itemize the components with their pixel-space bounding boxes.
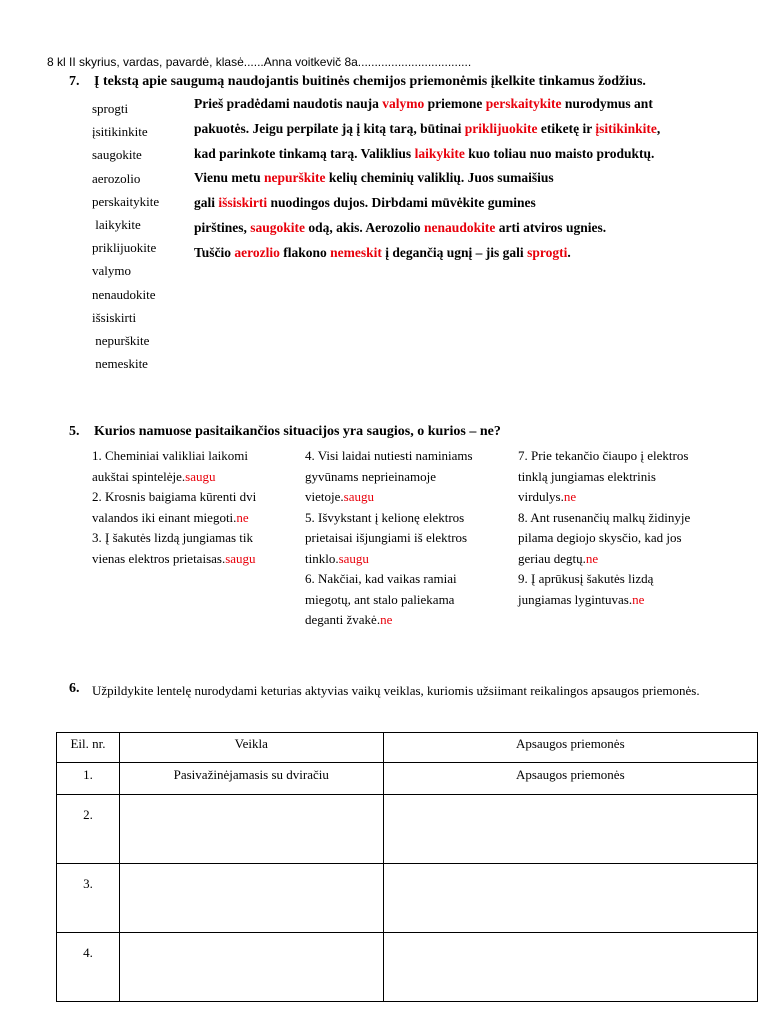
- situation-item: [518, 508, 690, 570]
- paragraph-text: į degančią ugnį – jis gali: [381, 244, 528, 260]
- situation-text: deganti žvakė.: [305, 612, 381, 627]
- protection-cell[interactable]: [383, 933, 757, 1002]
- situation-line: [518, 549, 690, 570]
- word-bank-item: išsiskirti: [92, 309, 137, 325]
- paragraph-text: Vienu metu: [194, 170, 264, 186]
- word-bank-item: nenaudokite: [92, 286, 156, 302]
- filled-word: nenaudokite: [424, 219, 496, 235]
- word-bank-item: perskaitykite: [92, 193, 160, 209]
- situation-text: 9. Į aprūkusį šakutės lizdą: [518, 571, 654, 586]
- paragraph-text: priemone: [424, 96, 486, 111]
- situation-text: 4. Visi laidai nutiesti naminiams: [305, 448, 473, 463]
- table-row: [57, 933, 758, 1002]
- header-cell-protection: Apsaugos priemonės: [383, 733, 757, 763]
- row-number-cell: 4.: [57, 933, 120, 1002]
- situation-line: [305, 569, 473, 590]
- paragraph-line: [194, 92, 739, 117]
- paragraph-text: flakono: [279, 244, 331, 260]
- situation-item: [518, 446, 690, 508]
- paragraph-text: nuodingos dujos. Dirbdami mūvėkite gumines: [267, 195, 536, 211]
- filled-word: aerozlio: [234, 244, 280, 260]
- situation-line: [92, 528, 256, 549]
- situation-line: [305, 590, 473, 611]
- paragraph-line: [194, 241, 739, 266]
- situation-line: [518, 487, 690, 508]
- word-bank-item: įsitikinkite: [92, 124, 148, 140]
- row-number-cell: 2.: [57, 795, 120, 864]
- paragraph-text: .: [567, 244, 571, 260]
- paragraph-line: [194, 117, 739, 142]
- activity-cell[interactable]: [119, 795, 383, 864]
- table-row: [57, 763, 758, 795]
- row-number-cell: 1.: [57, 763, 120, 795]
- situation-text: tinklą jungiamas elektrinis: [518, 468, 656, 484]
- protection-cell[interactable]: [383, 795, 757, 864]
- situation-item: [305, 508, 473, 570]
- filled-word: išsiskirti: [218, 195, 268, 211]
- word-bank: [92, 97, 159, 375]
- word-bank-item: nepurškite: [92, 333, 150, 349]
- protection-cell[interactable]: [383, 864, 757, 933]
- situation-text: miegotų, ant stalo paliekama: [305, 591, 455, 607]
- situation-item: [92, 487, 256, 528]
- situation-text: 6. Nakčiai, kad vaikas ramiai: [305, 571, 457, 586]
- situation-item: [305, 569, 473, 631]
- filled-word: įsitikinkite: [595, 120, 657, 136]
- paragraph-text: pakuotės. Jeigu perpilate ją į kitą tarą, būtinai: [194, 120, 465, 136]
- filled-word: laikykite: [414, 145, 465, 161]
- situation-line: [305, 610, 473, 631]
- paragraph-text: odą, akis. Aerozolio: [305, 219, 425, 235]
- paragraph-line: [194, 142, 739, 167]
- question-7-text: Į tekstą apie saugumą naudojantis buitinės chemijos priemonėmis įkelkite tinkamus žodžius.: [94, 74, 646, 89]
- situation-answer: ne: [585, 550, 599, 566]
- filled-word: priklijuokite: [464, 120, 538, 136]
- situation-item: [305, 446, 473, 508]
- paragraph-text: arti atviros ugnies.: [495, 219, 607, 235]
- situation-line: [518, 467, 690, 488]
- filled-word: valymo: [382, 96, 425, 111]
- situation-text: vienas elektros prietaisas.: [92, 550, 226, 566]
- situation-text: geriau degtų.: [518, 550, 586, 566]
- situation-text: 7. Prie tekančio čiaupo į elektros: [518, 448, 689, 463]
- word-bank-item: laikykite: [92, 217, 141, 233]
- header-cell-activity: Veikla: [119, 733, 383, 763]
- word-bank-item: aerozolio: [92, 170, 141, 186]
- question-6-number: 6.: [69, 681, 80, 696]
- situation-text: pilama degiojo skysčio, kad jos: [518, 530, 682, 545]
- paragraph-line: [194, 166, 739, 191]
- worksheet-header: 8 kl II skyrius, vardas, pavardė, klasė......Anna voitkevič 8a..................................: [47, 55, 472, 69]
- paragraph-text: ,: [656, 120, 661, 136]
- situations-column-1: [92, 446, 256, 569]
- activity-cell[interactable]: [119, 933, 383, 1002]
- paragraph-text: kuo toliau nuo maisto produktų.: [464, 145, 655, 161]
- word-bank-item: priklijuokite: [92, 240, 157, 256]
- paragraph-text: pirštines,: [194, 219, 251, 235]
- situation-item: [92, 446, 256, 487]
- situation-line: [305, 528, 473, 549]
- paragraph-text: etiketę ir: [537, 120, 596, 136]
- word-bank-item: valymo: [92, 263, 131, 279]
- situation-text: 8. Ant rusenančių malkų židinyje: [518, 509, 691, 525]
- situation-line: [92, 467, 256, 488]
- situation-answer: ne: [236, 509, 249, 525]
- filled-word: saugokite: [250, 219, 306, 235]
- paragraph-text: Tuščio: [194, 244, 235, 260]
- situation-line: [92, 508, 256, 529]
- situation-line: [518, 590, 690, 611]
- paragraph-text: nurodymus ant: [561, 96, 653, 111]
- situation-text: 1. Cheminiai valikliai laikomi: [92, 448, 248, 463]
- situation-text: gyvūnams neprieinamoje: [305, 468, 437, 484]
- situation-text: prietaisai išjungiami iš elektros: [305, 530, 468, 545]
- paragraph-text: kelių cheminių valiklių. Juos sumaišius: [325, 170, 554, 186]
- situation-text: virdulys.: [518, 489, 564, 504]
- activities-table: [56, 732, 758, 1002]
- situation-text: tinklo.: [305, 550, 339, 566]
- situation-line: [305, 508, 473, 529]
- filled-word: perskaitykite: [485, 96, 562, 111]
- filled-word: nemeskit: [330, 244, 382, 260]
- situation-answer: ne: [632, 591, 645, 607]
- situation-line: [92, 446, 256, 467]
- protection-cell[interactable]: Apsaugos priemonės: [383, 763, 757, 795]
- situation-text: jungiamas lygintuvas.: [518, 591, 633, 607]
- situation-answer: ne: [563, 489, 577, 504]
- situation-line: [305, 446, 473, 467]
- situation-line: [92, 549, 256, 570]
- situation-text: vietoje.: [305, 489, 344, 504]
- situation-text: 2. Krosnis baigiama kūrenti dvi: [92, 489, 257, 504]
- situation-answer: saugu: [343, 489, 374, 504]
- situation-line: [305, 549, 473, 570]
- situation-text: 3. Į šakutės lizdą jungiamas tik: [92, 530, 254, 545]
- question-6-text: Užpildykite lentelę nurodydami keturias aktyvias vaikų veiklas, kuriomis užsiimant reikalingos apsaugos priemonės.: [92, 683, 700, 698]
- row-number-cell: 3.: [57, 864, 120, 933]
- paragraph-text: kad parinkote tinkamą tarą. Valiklius: [194, 145, 415, 161]
- situation-answer: saugu: [338, 550, 369, 566]
- header-cell-number: Eil. nr.: [57, 733, 120, 763]
- word-bank-item: saugokite: [92, 147, 142, 163]
- paragraph-line: [194, 191, 739, 216]
- activity-cell[interactable]: [119, 864, 383, 933]
- table-row: [57, 795, 758, 864]
- question-7-number: 7.: [69, 74, 80, 89]
- situation-text: aukštai spintelėje.: [92, 468, 186, 484]
- situation-line: [92, 487, 256, 508]
- filled-word: sprogti: [527, 244, 568, 260]
- table-header-row: [57, 733, 758, 763]
- word-bank-item: sprogti: [92, 101, 129, 116]
- situation-text: 5. Išvykstant į kelionę elektros: [305, 509, 465, 525]
- question-5-text: Kurios namuose pasitaikančios situacijos yra saugios, o kurios – ne?: [94, 424, 501, 439]
- situation-answer: saugu: [185, 468, 216, 484]
- situation-item: [518, 569, 690, 610]
- situation-item: [92, 528, 256, 569]
- paragraph-line: [194, 216, 739, 241]
- situation-line: [518, 569, 690, 590]
- situation-answer: ne: [380, 612, 393, 627]
- question-5-title: [69, 424, 501, 440]
- question-5-number: 5.: [69, 424, 80, 439]
- situations-column-3: [518, 446, 690, 610]
- situations-column-2: [305, 446, 473, 631]
- paragraph-text: gali: [194, 195, 219, 211]
- situation-line: [518, 528, 690, 549]
- situation-line: [518, 446, 690, 467]
- paragraph-text: Prieš pradėdami naudotis nauja: [194, 96, 383, 111]
- activity-cell[interactable]: Pasivažinėjamasis su dviračiu: [119, 763, 383, 795]
- question-7-paragraph: [194, 92, 739, 266]
- situation-answer: saugu: [225, 550, 256, 566]
- table-row: [57, 864, 758, 933]
- situation-line: [305, 467, 473, 488]
- filled-word: nepurškite: [264, 170, 326, 186]
- word-bank-item: nemeskite: [92, 356, 148, 372]
- situation-line: [518, 508, 690, 529]
- situation-line: [305, 487, 473, 508]
- situation-text: valandos iki einant miegoti.: [92, 509, 237, 525]
- question-7-title: [69, 74, 646, 90]
